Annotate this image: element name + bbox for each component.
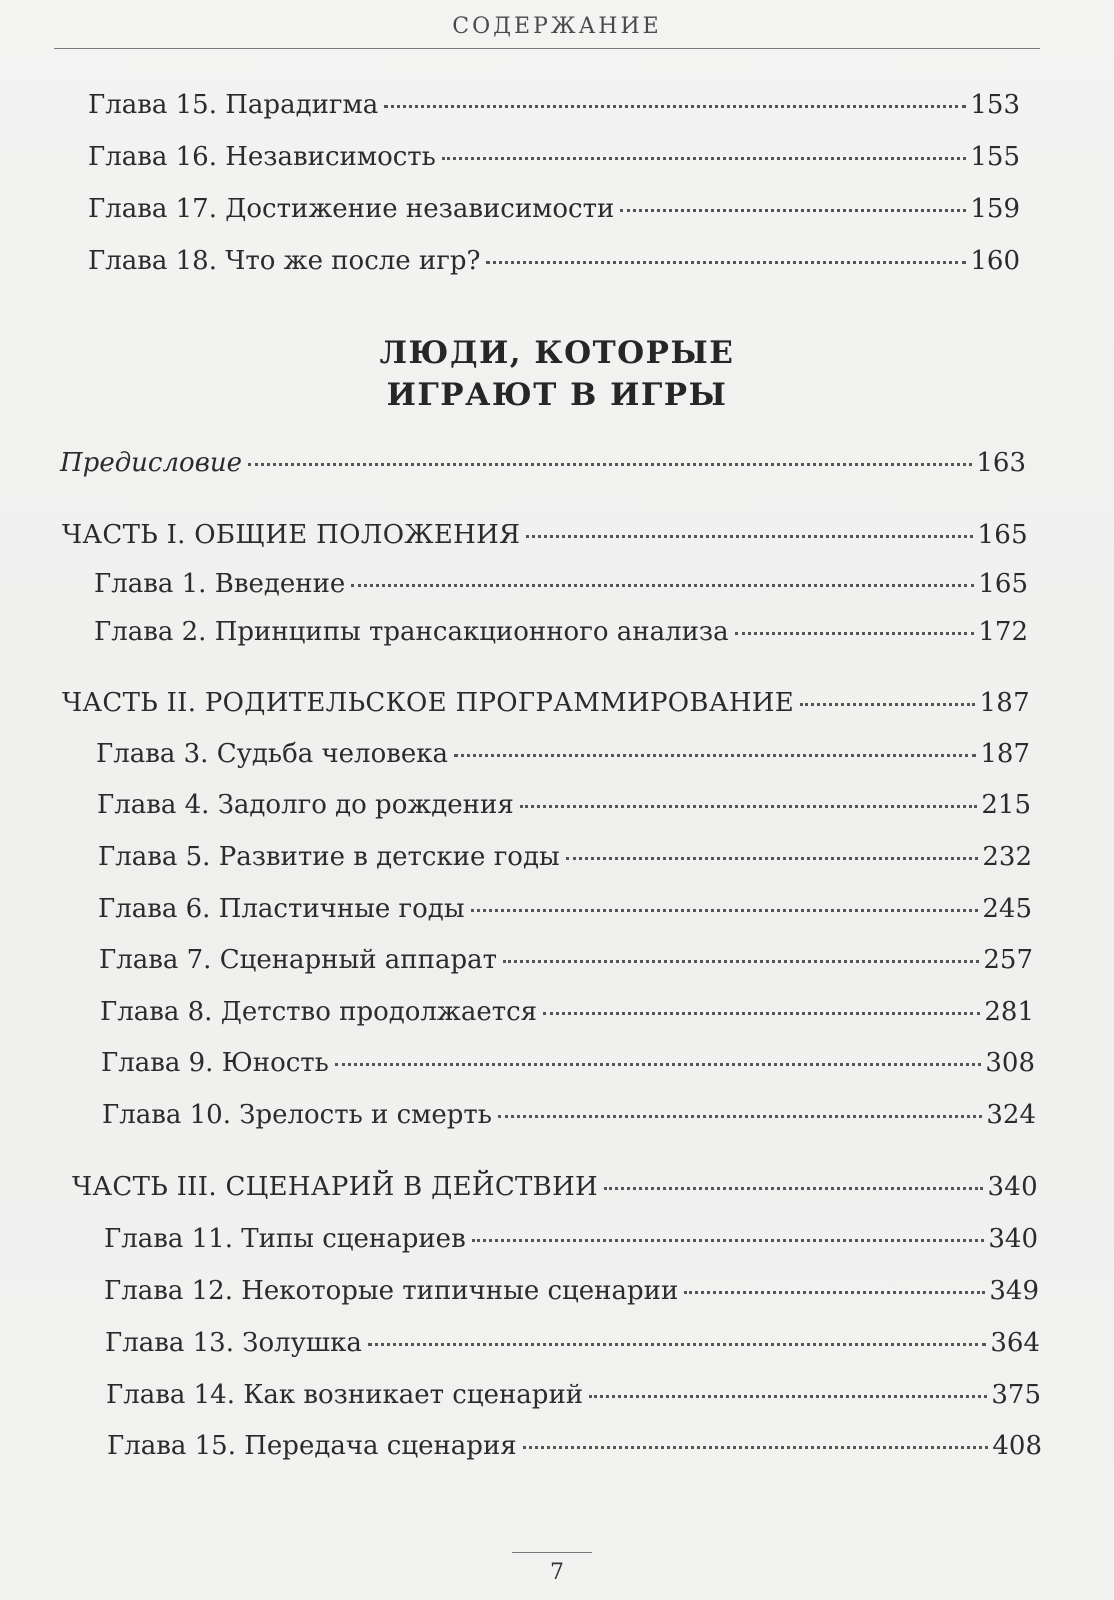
toc-entry: [101, 1048, 1035, 1078]
toc-entry-page: 308: [985, 1048, 1035, 1078]
toc-entry: [88, 142, 1020, 172]
toc-entry: [97, 790, 1031, 820]
toc-entry-title: Глава 5. Развитие в детские годы: [98, 842, 560, 872]
toc-entry-title: Предисловие: [60, 448, 242, 478]
toc-entry-title: Глава 16. Независимость: [88, 142, 436, 172]
toc-entry: [98, 894, 1032, 924]
book-title-line-1: ЛЮДИ, КОТОРЫЕ: [379, 335, 735, 371]
toc-entry-title: Глава 12. Некоторые типичные сценарии: [104, 1276, 679, 1306]
toc-entry-title: Глава 15. Парадигма: [88, 90, 379, 120]
toc-entry-title: Глава 6. Пластичные годы: [98, 894, 465, 924]
toc-entry-page: 340: [988, 1224, 1038, 1254]
dot-leader: [604, 1187, 983, 1190]
book-title-line-2: ИГРАЮТ В ИГРЫ: [386, 377, 728, 413]
toc-entry: [88, 194, 1020, 224]
toc-entry-title: Глава 3. Судьба человека: [96, 739, 449, 769]
toc-entry-page: 163: [976, 448, 1026, 478]
dot-leader: [526, 535, 973, 538]
toc-entry-title: Глава 7. Сценарный аппарат: [99, 945, 497, 975]
toc-entry: [99, 945, 1033, 975]
dot-leader: [684, 1291, 985, 1294]
toc-entry-page: 215: [981, 790, 1031, 820]
toc-entry: [106, 1380, 1041, 1410]
toc-entry-title: Глава 15. Передача сценария: [107, 1431, 517, 1461]
dot-leader: [589, 1395, 987, 1398]
toc-entry-page: 257: [983, 945, 1033, 975]
toc-entry-page: 153: [970, 90, 1020, 120]
toc-part-page: 165: [977, 520, 1028, 550]
toc-entry-page: 408: [992, 1431, 1042, 1461]
toc-entry-title: Глава 14. Как возникает сценарий: [106, 1380, 584, 1410]
toc-part-title: ЧАСТЬ II. РОДИТЕЛЬСКОЕ ПРОГРАММИРОВАНИЕ: [62, 688, 795, 718]
toc-entry-title: Глава 10. Зрелость и смерть: [102, 1100, 492, 1130]
toc-entry-page: 172: [978, 617, 1028, 647]
toc-entry-page: 245: [982, 894, 1032, 924]
toc-entry-page: 349: [989, 1276, 1039, 1306]
book-title: [0, 332, 1114, 416]
toc-entry: [104, 1224, 1038, 1254]
dot-leader: [471, 909, 979, 912]
page-number: 7: [550, 1560, 564, 1585]
toc-entry: [94, 569, 1028, 599]
toc-entry-page: 281: [984, 997, 1034, 1027]
dot-leader: [520, 805, 978, 808]
dot-leader: [498, 1115, 982, 1118]
toc-entry: [88, 246, 1020, 276]
footer-rule: [512, 1552, 592, 1553]
toc-entry-preface: [60, 448, 1026, 478]
dot-leader: [442, 157, 967, 160]
toc-entry: [100, 997, 1034, 1027]
dot-leader: [335, 1063, 982, 1066]
toc-entry: [96, 739, 1030, 769]
dot-leader: [566, 857, 979, 860]
toc-entry-page: 324: [986, 1100, 1036, 1130]
dot-leader: [368, 1343, 987, 1346]
toc-entry-title: Глава 9. Юность: [101, 1048, 329, 1078]
dot-leader: [543, 1012, 980, 1015]
dot-leader: [351, 584, 974, 587]
toc-entry: [88, 90, 1020, 120]
toc-entry-title: Глава 17. Достижение независимости: [88, 194, 615, 224]
header-rule: [54, 48, 1040, 49]
dot-leader: [523, 1446, 989, 1449]
toc-part-page: 187: [979, 688, 1030, 718]
toc-part-heading: [62, 520, 1028, 550]
toc-entry-page: 187: [980, 739, 1030, 769]
toc-entry-page: 160: [970, 246, 1020, 276]
toc-entry-title: Глава 11. Типы сценариев: [104, 1224, 466, 1254]
dot-leader: [735, 632, 975, 635]
toc-entry-page: 159: [970, 194, 1020, 224]
toc-part-heading: [62, 688, 1030, 718]
toc-entry: [94, 617, 1028, 647]
toc-entry-title: Глава 1. Введение: [94, 569, 346, 599]
dot-leader: [384, 105, 966, 108]
toc-entry: [105, 1328, 1040, 1358]
toc-entry-title: Глава 18. Что же после игр?: [88, 246, 481, 276]
toc-entry-page: 165: [978, 569, 1028, 599]
dot-leader: [620, 209, 966, 212]
dot-leader: [454, 754, 976, 757]
dot-leader: [486, 261, 966, 264]
running-head: СОДЕРЖАНИЕ: [452, 14, 662, 39]
dot-leader: [800, 703, 975, 706]
toc-entry-title: Глава 2. Принципы трансакционного анализа: [94, 617, 729, 647]
toc-entry: [98, 842, 1032, 872]
dot-leader: [503, 960, 979, 963]
dot-leader: [472, 1239, 985, 1242]
toc-part-title: ЧАСТЬ I. ОБЩИЕ ПОЛОЖЕНИЯ: [62, 520, 521, 550]
toc-part-page: 340: [987, 1172, 1038, 1202]
toc-part-title: ЧАСТЬ III. СЦЕНАРИЙ В ДЕЙСТВИИ: [72, 1172, 599, 1202]
toc-part-heading: [72, 1172, 1038, 1202]
toc-entry: [102, 1100, 1036, 1130]
dot-leader: [248, 463, 972, 466]
toc-entry-page: 375: [991, 1380, 1041, 1410]
toc-entry-page: 364: [990, 1328, 1040, 1358]
toc-entry-title: Глава 4. Задолго до рождения: [97, 790, 514, 820]
toc-entry-page: 232: [982, 842, 1032, 872]
toc-entry-title: Глава 8. Детство продолжается: [100, 997, 538, 1027]
toc-entry: [104, 1276, 1039, 1306]
toc-entry-page: 155: [970, 142, 1020, 172]
toc-entry-title: Глава 13. Золушка: [105, 1328, 362, 1358]
toc-entry: [107, 1431, 1042, 1461]
